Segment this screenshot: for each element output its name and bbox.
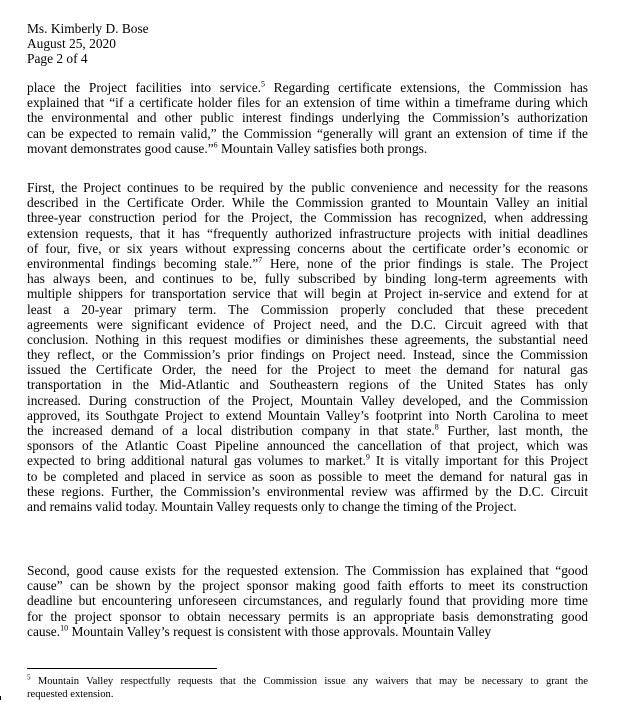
text-line (27, 347, 588, 362)
text-line (27, 453, 588, 468)
text-line (27, 499, 588, 514)
text-segment: has always been, and continues to be, fully subscribed by binding long-term agreements with (27, 271, 588, 287)
text-segment: conclusion. Nothing in this request modifies or diminishes these agreements, the substantial need (27, 331, 588, 347)
text-segment: Further, last month, the (438, 423, 588, 438)
text-segment: movant demonstrates good cause.” (27, 140, 214, 156)
text-segment: extension requests, that it has “frequently authorized infrastructure projects with initial deadlines (27, 225, 588, 241)
text-line (27, 469, 588, 484)
footnote-reference: 6 (213, 140, 218, 150)
text-segment: least a 20-year primary term. The Commission properly concluded that these precedent (27, 301, 588, 317)
text-segment: cause. (27, 623, 61, 639)
text-segment: agreements were significant evidence of Project need, and the D.C. Circuit agreed with that (27, 316, 588, 332)
text-line (27, 408, 588, 423)
text-line (27, 271, 588, 286)
text-segment: of four, five, or six years without expressing concerns about the certificate order’s economic or (27, 240, 588, 256)
text-line (27, 484, 588, 499)
footnote-reference: 10 (60, 623, 69, 633)
footnote-separator (27, 668, 217, 669)
text-segment: sponsors of the Atlantic Coast Pipeline announced the cancellation of that project, which was (27, 438, 588, 454)
text-line (27, 578, 588, 593)
text-segment: for the project sponsor to obtain necessary permits is an appropriate basis demonstrating good (27, 608, 588, 624)
footnote-text-line2: requested extension. (27, 689, 114, 700)
footnote-5 (27, 675, 588, 701)
text-segment: First, the Project continues to be required by the public convenience and necessity for the reasons (27, 180, 588, 195)
text-segment: Second, good cause exists for the requested extension. The Commission has explained that “good (27, 563, 588, 578)
page-number: Page 2 of 4 (27, 51, 88, 67)
margin-mark (0, 696, 5, 700)
footnote-reference: 9 (365, 452, 370, 462)
text-segment: these regions. Further, the Commission’s environmental review was affirmed by the D.C. Circuit (27, 483, 588, 499)
text-segment: deadline but encountering unforeseen circumstances, and regularly found that providing more time (27, 593, 588, 609)
text-segment: three-year construction period for the Project, the Commission has recognized, when addressing (27, 210, 588, 226)
text-line (27, 609, 588, 624)
text-segment: environmental findings becoming stale.” (27, 255, 259, 271)
letter-date: August 25, 2020 (27, 36, 116, 52)
text-segment: to be completed and placed in service as soon as possible to meet the demand for natural gas in (27, 468, 588, 484)
text-line (27, 286, 588, 301)
text-line (27, 332, 588, 347)
text-segment: issued the Certificate Order, the need for the Project to meet the demand for natural gas (27, 362, 588, 378)
text-line (27, 593, 588, 608)
text-segment: approved, its Southgate Project to extend Mountain Valley’s footprint into North Carolina to meet (27, 407, 588, 423)
text-line (27, 362, 588, 377)
text-segment: Regarding certificate extensions, the Commission has (264, 80, 588, 95)
text-segment: It is vitally important for this Project (369, 453, 588, 469)
text-segment: increased. During construction of the Project, Mountain Valley developed, and the Commission (27, 392, 588, 408)
text-segment: transportation in the Mid-Atlantic and Southeastern regions of the United States has only (27, 377, 588, 393)
text-line (27, 317, 588, 332)
text-line (27, 563, 588, 578)
text-segment: Mountain Valley satisfies both prongs. (217, 140, 428, 156)
text-segment: the increased demand of a local distribution company in that state. (27, 423, 435, 438)
text-segment: and remains valid today. Mountain Valley requests only to change the timing of the Project. (27, 498, 517, 514)
text-line (27, 423, 588, 438)
paragraph-certificate-extensions (27, 80, 588, 156)
text-line (27, 180, 588, 195)
text-line (27, 302, 588, 317)
text-segment: described in the Certificate Order. While the Commission granted to Mountain Valley an initial (27, 195, 588, 211)
text-line (27, 226, 588, 241)
text-line (27, 256, 588, 271)
paragraph-second-good-cause (27, 563, 588, 639)
text-line (27, 377, 588, 392)
text-line (27, 438, 588, 453)
text-segment: cause” can be shown by the project sponsor making good faith efforts to meet its construction (27, 578, 588, 594)
footnote-marker: 5 (27, 673, 31, 682)
text-segment: the environmental and other public interest findings underlying the Commission’s authorization (27, 110, 588, 126)
text-line (27, 195, 588, 210)
footnote-reference: 8 (434, 422, 439, 432)
text-segment: place the Project facilities into service. (27, 80, 261, 95)
text-line (27, 126, 588, 141)
text-line (27, 241, 588, 256)
text-line (27, 624, 588, 639)
text-line (27, 110, 588, 125)
paragraph-first-public-necessity (27, 180, 588, 514)
text-segment: multiple shippers for transportation service that will begin at Project in-service and extend for at (27, 286, 588, 302)
text-segment: explained that “if a certificate holder files for an extension of time within a timeframe during which (27, 95, 588, 111)
text-segment: can be expected to remain valid,” the Commission “generally will grant an extension of time if the (27, 125, 588, 141)
text-segment: expected to bring additional natural gas volumes to market. (27, 453, 366, 469)
text-line (27, 393, 588, 408)
text-line (27, 95, 588, 110)
text-line (27, 141, 588, 156)
recipient-name: Ms. Kimberly D. Bose (27, 21, 149, 36)
text-segment: Here, none of the prior findings is stale. The Project (262, 255, 588, 271)
footnote-text-line1: Mountain Valley respectfully requests that the Commission issue any waivers that may be necessary to grant the (30, 676, 588, 687)
text-segment: they reflect, or the Commission’s prior findings on Project need. Instead, since the Commission (27, 347, 588, 363)
text-line (27, 80, 588, 95)
footnote-reference: 7 (258, 255, 263, 265)
text-segment: Mountain Valley’s request is consistent with those approvals. Mountain Valley (68, 623, 492, 639)
letter-header (27, 21, 327, 67)
text-line (27, 210, 588, 225)
footnote-reference: 5 (260, 79, 265, 89)
